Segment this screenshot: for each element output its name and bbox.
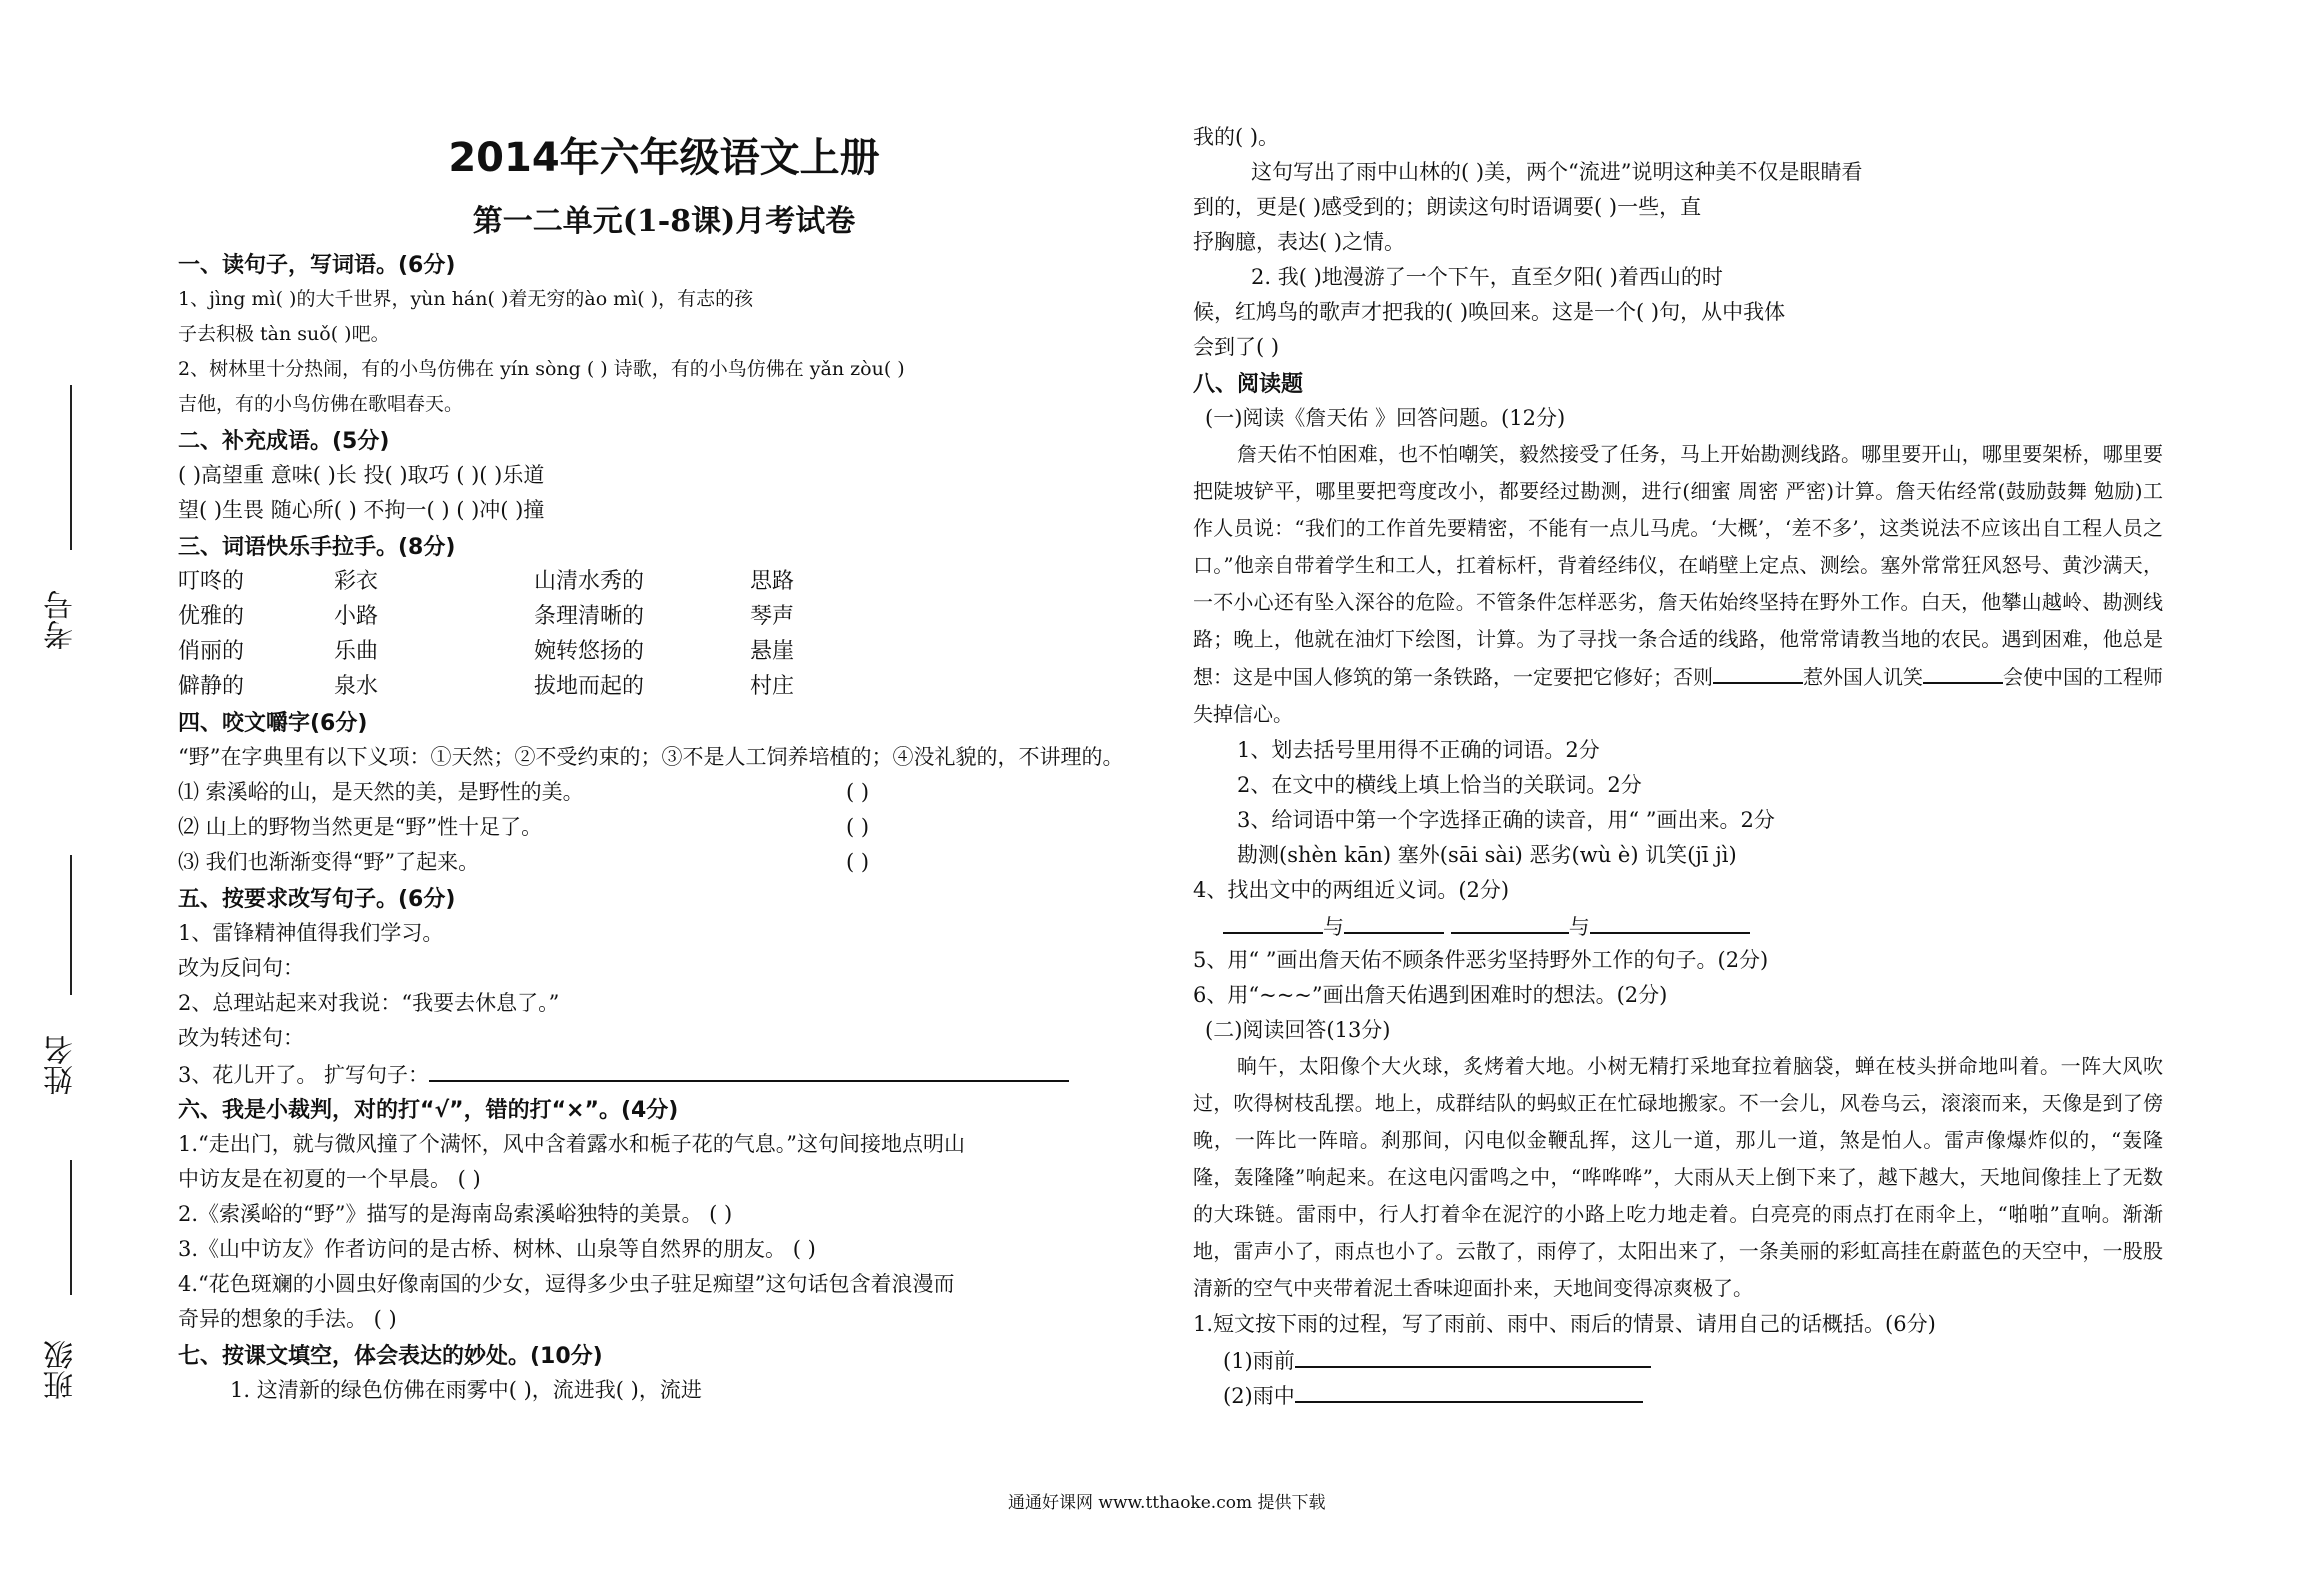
word-cell: 小路	[334, 604, 379, 629]
s7-right-5: 2. 我( )地漫游了一个下午，直至夕阳( )着西山的时	[1251, 265, 1723, 289]
s8-q7: 1.短文按下雨的过程，写了雨前、雨中、雨后的情景、请用自己的话概括。(6分)	[1193, 1312, 1936, 1336]
answer-paren: ( )	[846, 850, 870, 874]
s4-intro: “野”在字典里有以下义项：①天然；②不受约束的；③不是人工饲养培植的；④没礼貌的，不讲理的。	[178, 745, 1124, 769]
s4-q1	[178, 775, 1150, 810]
word-cell: 思路	[750, 569, 795, 594]
s8-passage-1-mid: 惹外国人讥笑	[1803, 665, 1923, 689]
s5-line-4: 改为转述句：	[178, 1026, 304, 1050]
synonym-blank-2[interactable]	[1344, 908, 1444, 934]
exam-no-label: 考号	[44, 590, 79, 650]
word-cell: 婉转悠扬的	[534, 639, 645, 664]
s7-right-7: 会到了( )	[1193, 335, 1280, 359]
s7-line-1: 1. 这清新的绿色仿佛在雨雾中( )，流进我( )，流进	[230, 1378, 702, 1402]
s7-right-6: 候，红鸠鸟的歌声才把我的( )唤回来。这是一个( )句，从中我体	[1193, 300, 1786, 324]
word-cell: 悬崖	[750, 639, 795, 664]
s4-q3	[178, 845, 1150, 880]
word-cell: 优雅的	[178, 604, 245, 629]
name-line	[70, 855, 72, 995]
word-cell: 叮咚的	[178, 569, 245, 594]
s6-line-4: 3.《山中访友》作者访问的是古桥、树林、山泉等自然界的朋友。 ( )	[178, 1237, 816, 1261]
exam-subtitle: 第一二单元(1-8课)月考试卷	[472, 204, 856, 239]
s2-line-2: 望( )生畏 随心所( ) 不拘一( ) ( )冲( )撞	[178, 498, 545, 522]
synonym-blank-3[interactable]	[1451, 908, 1569, 934]
section-8-heading: 八、阅读题	[1193, 372, 1304, 397]
s8-passage-1-end: 会使中国的工程师失掉信心。	[1193, 665, 2163, 726]
left-column	[178, 120, 1150, 1408]
class-line	[70, 1160, 72, 1295]
section-4-heading: 四、咬文嚼字(6分)	[178, 711, 368, 736]
synonym-blank-4[interactable]	[1590, 908, 1750, 934]
s8-passage-2: 晌午，太阳像个大火球，炙烤着大地。小树无精打采地耷拉着脑袋，蝉在枝头拼命地叫着。一阵大风吹过，吹得树枝乱摆。地上，成群结队的蚂蚁正在忙碌地搬家。不一会儿，风卷乌云，滚滚而来，天像是到了傍晚，一阵比一阵暗。刹那间，闪电似金鞭乱挥，这儿一道，那儿一道，煞是怕人。雷声像爆炸似的，“轰隆隆，轰隆隆”响起来。在这电闪雷鸣之中，“哗哗哗”，大雨从天上倒下来了，越下越大，天地间像挂上了无数的大珠链。雷雨中，行人打着伞在泥泞的小路上吃力地走着。白亮亮的雨点打在雨伞上，“啪啪”直响。渐渐地，雷声小了，雨点也小了。云散了，雨停了，太阳出来了，一条美丽的彩虹高挂在蔚蓝色的天空中，一股股清新的空气中夹带着泥土香味迎面扑来，天地间变得凉爽极了。	[1193, 1054, 2163, 1300]
word-match-grid	[178, 564, 1150, 704]
s2-line-1: ( )高望重 意味( )长 投( )取巧 ( )( )乐道	[178, 463, 545, 487]
s6-line-6: 奇异的想象的手法。 ( )	[178, 1307, 397, 1331]
s5-line-1: 1、雷锋精神值得我们学习。	[178, 921, 444, 945]
name-label: 姓名	[44, 1035, 79, 1095]
synonym-blank-1[interactable]	[1223, 908, 1323, 934]
s8-q3-options: 勘测(shèn kān) 塞外(sāi sài) 恶劣(wù è) 讥笑(jī jì)	[1237, 843, 1737, 867]
exam-no-line	[70, 385, 72, 550]
synonym-joiner-2: 与	[1568, 915, 1590, 939]
word-cell: 山清水秀的	[534, 569, 645, 594]
s1-line-4: 吉他，有的小鸟仿佛在歌唱春天。	[178, 393, 464, 415]
answer-blank[interactable]	[429, 1056, 1069, 1082]
s8-q7-a-label: (1)雨前	[1223, 1349, 1295, 1373]
class-label: 班级	[44, 1340, 79, 1400]
word-cell: 乐曲	[334, 639, 379, 664]
s8-sub2: (二)阅读回答(13分)	[1205, 1018, 1391, 1042]
s8-passage-1-text: 詹天佑不怕困难，也不怕嘲笑，毅然接受了任务，马上开始勘测线路。哪里要开山，哪里要架桥，哪里要把陡坡铲平，哪里要把弯度改小，都要经过勘测，进行(细蜜 周密 严密)计算。詹天佑经常(鼓励鼓舞 勉励)工作人员说：“我们的工作首先要精密，不能有一点儿马虎。‘大概’，‘差不多’，这类说法不应该出自工程人员之口。”他亲自带着学生和工人，扛着标杆，背着经纬仪，在峭壁上定点、测绘。塞外常常狂风怒号、黄沙满天，一不小心还有坠入深谷的危险。不管条件怎样恶劣，詹天佑始终坚持在野外工作。白天，他攀山越岭、勘测线路；晚上，他就在油灯下绘图，计算。为了寻找一条合适的线路，他常常请教当地的农民。遇到困难，他总是想：这是中国人修筑的第一条铁路，一定要把它修好；否则	[1193, 442, 2163, 689]
word-cell: 彩衣	[334, 569, 379, 594]
s8-passage-1	[1193, 436, 2163, 733]
s4-q2	[178, 810, 1150, 845]
s8-q6: 6、用“~~~”画出詹天佑遇到困难时的想法。(2分)	[1193, 983, 1668, 1007]
s1-line-1: 1、jìng mì( )的大千世界，yùn hán( )着无穷的ào mì( )，有志的孩	[178, 288, 754, 310]
answer-paren: ( )	[846, 815, 870, 839]
right-column	[1193, 120, 2163, 1412]
answer-paren: ( )	[846, 780, 870, 804]
rain-before-blank[interactable]	[1295, 1342, 1651, 1368]
rain-during-blank[interactable]	[1295, 1377, 1643, 1403]
s6-line-2: 中访友是在初夏的一个早晨。 ( )	[178, 1167, 481, 1191]
s8-q4-answer	[1193, 908, 2163, 943]
s5-line-3: 2、总理站起来对我说：“我要去休息了。”	[178, 991, 560, 1015]
s4-q2-text: ⑵ 山上的野物当然更是“野”性十足了。	[178, 815, 543, 839]
s5-line-5	[178, 1056, 1150, 1091]
s1-line-2: 子去积极 tàn suǒ( )吧。	[178, 323, 390, 345]
s6-line-1: 1.“走出门，就与微风撞了个满怀，风中含着露水和栀子花的气息。”这句间接地点明山	[178, 1132, 966, 1156]
exam-title: 2014年六年级语文上册	[448, 135, 880, 181]
word-cell: 村庄	[750, 674, 795, 699]
section-5-heading: 五、按要求改写句子。(6分)	[178, 887, 456, 912]
s8-q7-a	[1193, 1342, 2163, 1377]
s7-right-4: 抒胸臆，表达( )之情。	[1193, 230, 1406, 254]
connective-blank-2[interactable]	[1923, 658, 2003, 684]
section-2-heading: 二、补充成语。(5分)	[178, 429, 390, 454]
s6-line-5: 4.“花色斑斓的小圆虫好像南国的少女，逗得多少虫子驻足痴望”这句话包含着浪漫而	[178, 1272, 955, 1296]
section-7-heading: 七、按课文填空，体会表达的妙处。(10分)	[178, 1344, 603, 1369]
s4-q1-text: ⑴ 索溪峪的山，是天然的美，是野性的美。	[178, 780, 584, 804]
section-6-heading: 六、我是小裁判，对的打“√”，错的打“×”。(4分)	[178, 1098, 679, 1123]
s7-right-1: 我的( )。	[1193, 125, 1280, 149]
s8-q7-b-label: (2)雨中	[1223, 1384, 1295, 1408]
word-cell: 拔地而起的	[534, 674, 645, 699]
s8-q3: 3、给词语中第一个字选择正确的读音，用“ ”画出来。2分	[1237, 808, 1775, 832]
s8-q7-b	[1193, 1377, 2163, 1412]
synonym-joiner-1: 与	[1323, 915, 1344, 939]
s8-q1: 1、划去括号里用得不正确的词语。2分	[1237, 738, 1600, 762]
word-cell: 俏丽的	[178, 639, 245, 664]
s8-q2: 2、在文中的横线上填上恰当的关联词。2分	[1237, 773, 1642, 797]
section-1-heading: 一、读句子，写词语。(6分)	[178, 253, 456, 278]
s8-q5: 5、用“ ”画出詹天佑不顾条件恶劣坚持野外工作的句子。(2分)	[1193, 948, 1769, 972]
connective-blank-1[interactable]	[1713, 658, 1803, 684]
s5-line-5-text: 3、花儿开了。 扩写句子：	[178, 1063, 430, 1087]
s7-right-2: 这句写出了雨中山林的( )美，两个“流进”说明这种美不仅是眼睛看	[1251, 160, 1863, 184]
s8-q4: 4、找出文中的两组近义词。(2分)	[1193, 878, 1510, 902]
s5-line-2: 改为反问句：	[178, 956, 304, 980]
footer-credit: 通通好课网 www.tthaoke.com 提供下载	[1008, 1493, 1326, 1513]
s8-sub1: (一)阅读《詹天佑 》回答问题。(12分)	[1205, 406, 1566, 430]
s4-q3-text: ⑶ 我们也渐渐变得“野”了起来。	[178, 850, 480, 874]
word-cell: 琴声	[750, 604, 795, 629]
word-cell: 泉水	[334, 674, 379, 699]
s7-right-3: 到的，更是( )感受到的；朗读这句时语调要( )一些，直	[1193, 195, 1702, 219]
section-3-heading: 三、词语快乐手拉手。(8分)	[178, 535, 456, 560]
s6-line-3: 2.《索溪峪的“野”》描写的是海南岛索溪峪独特的美景。 ( )	[178, 1202, 733, 1226]
s1-line-3: 2、树林里十分热闹，有的小鸟仿佛在 yín sòng ( ) 诗歌，有的小鸟仿佛在 yǎn zòu( )	[178, 358, 905, 380]
word-cell: 僻静的	[178, 674, 245, 699]
word-cell: 条理清晰的	[534, 604, 645, 629]
